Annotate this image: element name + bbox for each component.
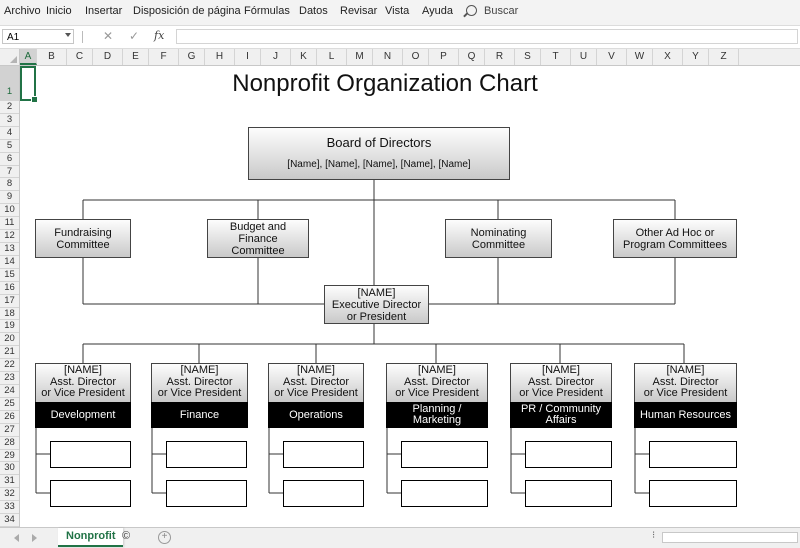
dept-label: Development xyxy=(50,408,116,421)
dept-role: or Vice President xyxy=(157,387,242,399)
column-header-k[interactable]: K xyxy=(291,49,317,65)
column-header-r[interactable]: R xyxy=(485,49,515,65)
chevron-left-icon[interactable] xyxy=(14,534,19,542)
staff-box[interactable] xyxy=(50,441,131,468)
sheet-tab-nonprofit[interactable]: Nonprofit xyxy=(58,528,123,547)
department-head-box[interactable] xyxy=(151,363,248,402)
board-members: [Name], [Name], [Name], [Name], [Name] xyxy=(287,158,471,170)
column-header-u[interactable]: U xyxy=(571,49,597,65)
row-header-33[interactable]: 33 xyxy=(0,501,19,514)
dept-role: or Vice President xyxy=(519,387,603,399)
department-label-pr-community[interactable] xyxy=(510,402,612,428)
dept-name: [NAME] xyxy=(542,364,580,376)
row-header-9[interactable]: 9 xyxy=(0,191,19,204)
menu-disposicion[interactable]: Disposición de página xyxy=(133,5,241,17)
dept-role: Asst. Director xyxy=(527,375,594,388)
column-header-y[interactable]: Y xyxy=(683,49,709,65)
column-header-w[interactable]: W xyxy=(627,49,653,65)
menu-archivo[interactable]: Archivo xyxy=(4,5,41,17)
column-header-l[interactable]: L xyxy=(317,49,347,65)
dept-role: Asst. Director xyxy=(49,375,116,388)
menu-inicio[interactable]: Inicio xyxy=(46,5,72,17)
column-header-x[interactable]: X xyxy=(653,49,683,65)
staff-box[interactable] xyxy=(283,441,364,468)
row-header-22[interactable]: 22 xyxy=(0,359,19,372)
column-header-m[interactable]: M xyxy=(347,49,373,65)
committee-fundraising[interactable] xyxy=(35,219,131,258)
committee-line: Nominating xyxy=(470,226,527,239)
row-header-26[interactable]: 26 xyxy=(0,411,19,424)
row-header-27[interactable]: 27 xyxy=(0,424,19,437)
sheet-tab-copyright[interactable]: © xyxy=(122,530,131,542)
committee-line: Other Ad Hoc or xyxy=(635,226,715,239)
column-header-f[interactable]: F xyxy=(149,49,179,65)
dept-label: Finance xyxy=(179,408,220,421)
menu-revisar[interactable]: Revisar xyxy=(340,5,378,17)
department-head-box[interactable] xyxy=(35,363,131,402)
search-label[interactable]: Buscar xyxy=(484,5,519,17)
dept-name: [NAME] xyxy=(666,364,705,376)
dept-label: Operations xyxy=(289,408,343,421)
staff-box[interactable] xyxy=(401,480,488,507)
column-header-z[interactable]: Z xyxy=(709,49,739,65)
dept-name: [NAME] xyxy=(180,364,219,376)
row-header-30[interactable]: 30 xyxy=(0,462,19,475)
department-label-human-resources[interactable] xyxy=(634,402,737,428)
department-label-development[interactable] xyxy=(35,402,131,428)
department-head-box[interactable] xyxy=(510,363,612,402)
department-label-planning-marketing[interactable] xyxy=(386,402,488,428)
column-header-s[interactable]: S xyxy=(515,49,541,65)
dept-name: [NAME] xyxy=(418,364,456,376)
committee-nominating[interactable] xyxy=(445,219,552,258)
dept-role: or Vice President xyxy=(643,387,728,399)
menu-datos[interactable]: Datos xyxy=(299,5,328,17)
row-header-7[interactable]: 7 xyxy=(0,166,19,179)
dept-label: Marketing xyxy=(412,414,462,426)
column-header-j[interactable]: J xyxy=(261,49,291,65)
row-header-25[interactable]: 25 xyxy=(0,398,19,411)
column-header-i[interactable]: I xyxy=(235,49,261,65)
cancel-icon[interactable]: ✕ xyxy=(103,29,114,43)
row-header-4[interactable]: 4 xyxy=(0,127,19,140)
row-header-20[interactable]: 20 xyxy=(0,333,19,346)
column-header-c[interactable]: C xyxy=(67,49,93,65)
department-head-box[interactable] xyxy=(634,363,737,402)
committee-line: Fundraising xyxy=(54,226,112,239)
row-header-23[interactable]: 23 xyxy=(0,372,19,385)
dept-role: Asst. Director xyxy=(282,375,349,388)
dept-role: Asst. Director xyxy=(652,375,719,388)
add-sheet-button[interactable]: + xyxy=(158,531,171,544)
column-header-e[interactable]: E xyxy=(123,49,149,65)
row-header-5[interactable]: 5 xyxy=(0,140,19,153)
staff-box[interactable] xyxy=(649,480,737,507)
staff-box[interactable] xyxy=(283,480,364,507)
dept-role: or Vice President xyxy=(41,387,125,399)
row-header-32[interactable]: 32 xyxy=(0,488,19,501)
executive-line: or President xyxy=(346,310,407,323)
more-options-icon[interactable]: ⁝ xyxy=(652,530,656,541)
menu-insertar[interactable]: Insertar xyxy=(85,5,123,17)
executive-line: [NAME] xyxy=(357,286,396,299)
dept-label: Human Resources xyxy=(639,408,732,421)
row-header-17[interactable]: 17 xyxy=(0,295,19,308)
row-header-24[interactable]: 24 xyxy=(0,385,19,398)
dept-name: [NAME] xyxy=(297,364,335,376)
column-header-d[interactable]: D xyxy=(93,49,123,65)
column-header-h[interactable]: H xyxy=(205,49,235,65)
menu-vista[interactable]: Vista xyxy=(385,5,410,17)
staff-box[interactable] xyxy=(50,480,131,507)
dept-role: Asst. Director xyxy=(166,375,233,388)
committee-budget-finance[interactable] xyxy=(207,219,309,258)
dept-role: Asst. Director xyxy=(403,375,470,388)
board-of-directors-box[interactable] xyxy=(248,127,510,180)
column-header-v[interactable]: V xyxy=(597,49,627,65)
chart-title: Nonprofit Organization Chart xyxy=(232,70,538,97)
staff-box[interactable] xyxy=(166,441,247,468)
staff-box[interactable] xyxy=(525,480,612,507)
committee-line: Committee xyxy=(56,238,110,251)
row-header-13[interactable]: 13 xyxy=(0,243,19,256)
column-header-q[interactable]: Q xyxy=(459,49,485,65)
row-header-12[interactable]: 12 xyxy=(0,230,19,243)
dept-label: Planning / xyxy=(412,403,462,415)
department-label-operations[interactable] xyxy=(268,402,364,428)
row-header-31[interactable]: 31 xyxy=(0,475,19,488)
committee-line: Finance xyxy=(238,232,278,245)
column-header-a[interactable]: A xyxy=(20,49,37,65)
column-header-o[interactable]: O xyxy=(403,49,429,65)
staff-box[interactable] xyxy=(401,441,488,468)
row-header-10[interactable]: 10 xyxy=(0,204,19,217)
row-header-29[interactable]: 29 xyxy=(0,450,19,463)
name-box-value: A1 xyxy=(7,32,20,43)
row-header-15[interactable]: 15 xyxy=(0,269,19,282)
committee-line: Committee xyxy=(471,238,526,251)
column-header-t[interactable]: T xyxy=(541,49,571,65)
dept-label: PR / Community xyxy=(520,403,602,415)
row-header-28[interactable]: 28 xyxy=(0,437,19,450)
department-head-box[interactable] xyxy=(268,363,364,402)
column-header-p[interactable]: P xyxy=(429,49,459,65)
executive-line: Executive Director xyxy=(331,298,422,311)
dept-label: Affairs xyxy=(545,414,577,426)
department-label-finance[interactable] xyxy=(151,402,248,428)
row-header-8[interactable]: 8 xyxy=(0,178,19,191)
column-header-g[interactable]: G xyxy=(179,49,205,65)
committee-line: Budget and xyxy=(229,220,287,233)
check-icon[interactable]: ✓ xyxy=(129,29,140,43)
row-header-6[interactable]: 6 xyxy=(0,153,19,166)
dept-role: or Vice President xyxy=(395,387,479,399)
row-header-11[interactable]: 11 xyxy=(0,217,19,230)
row-header-14[interactable]: 14 xyxy=(0,256,19,269)
row-header-18[interactable]: 18 xyxy=(0,308,19,321)
column-header-n[interactable]: N xyxy=(373,49,403,65)
column-header-b[interactable]: B xyxy=(37,49,67,65)
sheet-tab-bar xyxy=(0,527,800,548)
row-header-19[interactable]: 19 xyxy=(0,320,19,333)
committee-line: Program Committees xyxy=(623,238,727,251)
committee-other-ad-hoc[interactable] xyxy=(613,219,737,258)
chevron-right-icon[interactable] xyxy=(32,534,37,542)
dept-name: [NAME] xyxy=(64,364,102,376)
staff-box[interactable] xyxy=(166,480,247,507)
row-header-1[interactable]: 1 xyxy=(0,66,19,101)
department-head-box[interactable] xyxy=(386,363,488,402)
row-header-34[interactable]: 34 xyxy=(0,514,19,527)
row-header-21[interactable]: 21 xyxy=(0,346,19,359)
insert-function-icon[interactable]: fx xyxy=(154,29,165,42)
menu-ayuda[interactable]: Ayuda xyxy=(422,5,453,17)
board-title: Board of Directors xyxy=(326,134,432,150)
row-header-3[interactable]: 3 xyxy=(0,114,19,127)
staff-box[interactable] xyxy=(649,441,737,468)
horizontal-scrollbar[interactable] xyxy=(662,532,798,543)
executive-director-box[interactable] xyxy=(324,285,429,324)
committee-line: Committee xyxy=(231,244,285,257)
staff-box[interactable] xyxy=(525,441,612,468)
dept-role: or Vice President xyxy=(274,387,358,399)
menu-formulas[interactable]: Fórmulas xyxy=(244,5,290,17)
row-header-2[interactable]: 2 xyxy=(0,101,19,114)
row-header-16[interactable]: 16 xyxy=(0,282,19,295)
